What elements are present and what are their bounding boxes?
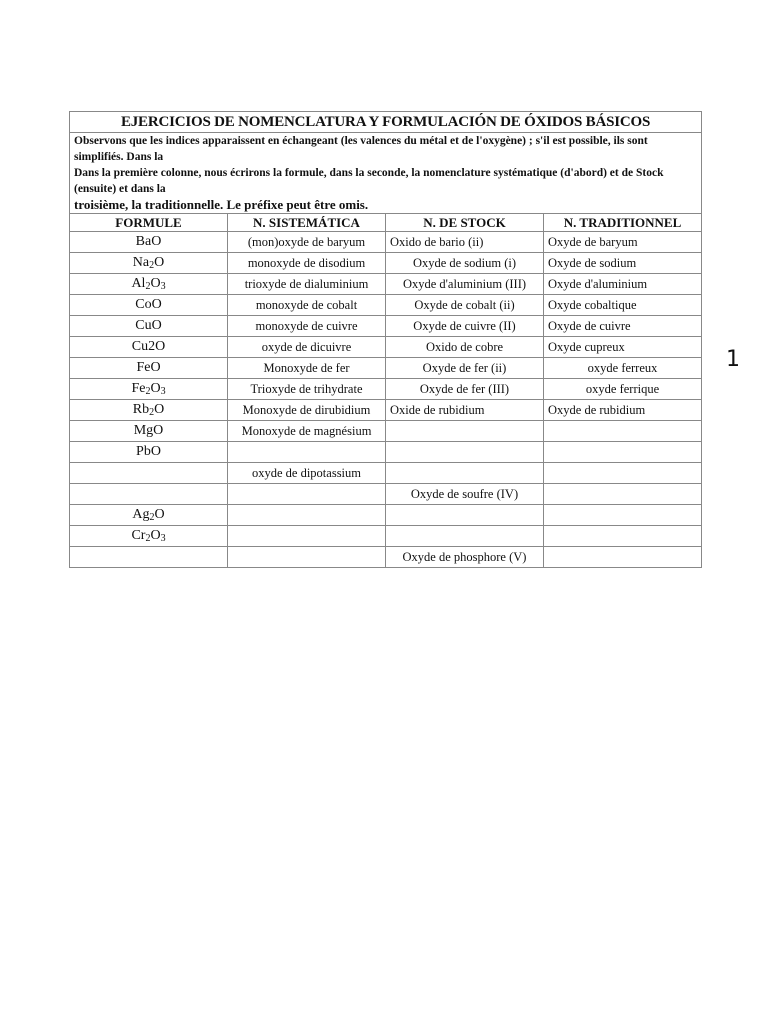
formula-cell: FeO: [70, 358, 228, 379]
stock-name-cell: [386, 442, 544, 463]
formula-symbol: O: [154, 507, 165, 522]
traditional-name-cell: Oxyde cupreux: [544, 337, 702, 358]
systematic-name-cell: (mon)oxyde de baryum: [228, 232, 386, 253]
table-row: [70, 232, 702, 253]
traditional-name-cell: Oxyde cobaltique: [544, 295, 702, 316]
instructions-line-3: troisième, la traditionnelle. Le préfixe peut être omis.: [74, 197, 369, 212]
stock-name-cell: Oxyde de soufre (IV): [386, 484, 544, 505]
formula-cell: [70, 484, 228, 505]
formula-subscript: 3: [160, 386, 166, 397]
formula-subscript: 3: [160, 281, 166, 292]
formula-subscript: 2: [149, 260, 155, 271]
formula-cell: [70, 505, 228, 526]
formula-cell: [70, 379, 228, 400]
table-row: [70, 379, 702, 400]
formula-cell: PbO: [70, 442, 228, 463]
traditional-name-cell: [544, 484, 702, 505]
systematic-name-cell: monoxyde de cobalt: [228, 295, 386, 316]
stock-name-cell: Oxido de cobre: [386, 337, 544, 358]
stock-name-cell: Oxido de bario (ii): [386, 232, 544, 253]
formula-symbol: Cr: [131, 528, 146, 543]
formula-symbol: Ag: [132, 507, 150, 522]
formula-cell: [70, 547, 228, 568]
stock-name-cell: Oxyde de fer (III): [386, 379, 544, 400]
systematic-name-cell: [228, 526, 386, 547]
stock-name-cell: [386, 526, 544, 547]
nomenclature-table: [69, 111, 702, 568]
formula-symbol: O: [150, 381, 161, 396]
systematic-name-cell: [228, 442, 386, 463]
table-row: [70, 253, 702, 274]
table-row: [70, 547, 702, 568]
traditional-name-cell: Oxyde d'aluminium: [544, 274, 702, 295]
column-header-stock: N. DE STOCK: [386, 214, 544, 232]
table-body: [70, 232, 702, 568]
systematic-name-cell: oxyde de dicuivre: [228, 337, 386, 358]
stock-name-cell: Oxyde de phosphore (V): [386, 547, 544, 568]
formula-subscript: 2: [145, 281, 151, 292]
traditional-name-cell: Oxyde de sodium: [544, 253, 702, 274]
traditional-name-cell: Oxyde de baryum: [544, 232, 702, 253]
stock-name-cell: [386, 463, 544, 484]
traditional-name-cell: [544, 421, 702, 442]
traditional-name-cell: Oxyde de cuivre: [544, 316, 702, 337]
table-row: [70, 316, 702, 337]
formula-symbol: Rb: [132, 402, 150, 417]
instructions-line-2: Dans la première colonne, nous écrirons la formule, dans la seconde, la nomenclature systématique (d'abord) et de Stock (ensuite) et dans la: [74, 167, 664, 195]
table-row: [70, 295, 702, 316]
formula-symbol: O: [150, 276, 161, 291]
systematic-name-cell: Monoxyde de fer: [228, 358, 386, 379]
systematic-name-cell: [228, 484, 386, 505]
table-row: [70, 463, 702, 484]
formula-subscript: 2: [145, 533, 151, 544]
page-number: 1: [726, 347, 740, 372]
systematic-name-cell: oxyde de dipotassium: [228, 463, 386, 484]
systematic-name-cell: Monoxyde de magnésium: [228, 421, 386, 442]
table-row: [70, 505, 702, 526]
systematic-name-cell: Monoxyde de dirubidium: [228, 400, 386, 421]
formula-cell: [70, 463, 228, 484]
column-header-traditionnel: N. TRADITIONNEL: [544, 214, 702, 232]
table-row: [70, 484, 702, 505]
table-row: [70, 400, 702, 421]
column-header-formule: FORMULE: [70, 214, 228, 232]
traditional-name-cell: [544, 526, 702, 547]
formula-cell: [70, 400, 228, 421]
table-row: [70, 526, 702, 547]
traditional-name-cell: [544, 505, 702, 526]
traditional-name-cell: [544, 442, 702, 463]
formula-symbol: Al: [131, 276, 146, 291]
systematic-name-cell: [228, 505, 386, 526]
table-row: [70, 421, 702, 442]
systematic-name-cell: monoxyde de disodium: [228, 253, 386, 274]
systematic-name-cell: monoxyde de cuivre: [228, 316, 386, 337]
sheet-title: EJERCICIOS DE NOMENCLATURA Y FORMULACIÓN DE ÓXIDOS BÁSICOS: [70, 112, 702, 133]
stock-name-cell: Oxyde de cuivre (II): [386, 316, 544, 337]
formula-symbol: O: [154, 255, 165, 270]
formula-symbol: O: [154, 402, 165, 417]
formula-subscript: 2: [145, 386, 151, 397]
formula-subscript: 3: [160, 533, 166, 544]
stock-name-cell: Oxyde de cobalt (ii): [386, 295, 544, 316]
formula-cell: [70, 253, 228, 274]
table-row: [70, 337, 702, 358]
formula-subscript: 2: [149, 512, 155, 523]
table-row: [70, 442, 702, 463]
traditional-name-cell: Oxyde de rubidium: [544, 400, 702, 421]
stock-name-cell: [386, 421, 544, 442]
stock-name-cell: Oxyde de sodium (i): [386, 253, 544, 274]
stock-name-cell: Oxyde d'aluminium (III): [386, 274, 544, 295]
systematic-name-cell: [228, 547, 386, 568]
formula-cell: CoO: [70, 295, 228, 316]
traditional-name-cell: [544, 547, 702, 568]
instructions-line-1: Observons que les indices apparaissent en échangeant (les valences du métal et de l'oxygène) ; s'il est possible, ils sont simplifiés. Dans la: [74, 135, 648, 163]
formula-cell: Cu2O: [70, 337, 228, 358]
systematic-name-cell: trioxyde de dialuminium: [228, 274, 386, 295]
formula-cell: BaO: [70, 232, 228, 253]
formula-symbol: O: [150, 528, 161, 543]
column-header-sistematica: N. SISTEMÁTICA: [228, 214, 386, 232]
traditional-name-cell: oxyde ferreux: [544, 358, 702, 379]
traditional-name-cell: oxyde ferrique: [544, 379, 702, 400]
traditional-name-cell: [544, 463, 702, 484]
table-row: [70, 358, 702, 379]
formula-cell: CuO: [70, 316, 228, 337]
formula-symbol: Na: [132, 255, 150, 270]
systematic-name-cell: Trioxyde de trihydrate: [228, 379, 386, 400]
stock-name-cell: Oxide de rubidium: [386, 400, 544, 421]
formula-cell: [70, 274, 228, 295]
exercise-sheet: [69, 111, 701, 568]
formula-subscript: 2: [149, 407, 155, 418]
stock-name-cell: [386, 505, 544, 526]
formula-cell: MgO: [70, 421, 228, 442]
stock-name-cell: Oxyde de fer (ii): [386, 358, 544, 379]
instructions: [70, 133, 702, 214]
table-row: [70, 274, 702, 295]
formula-cell: [70, 526, 228, 547]
formula-symbol: Fe: [131, 381, 146, 396]
